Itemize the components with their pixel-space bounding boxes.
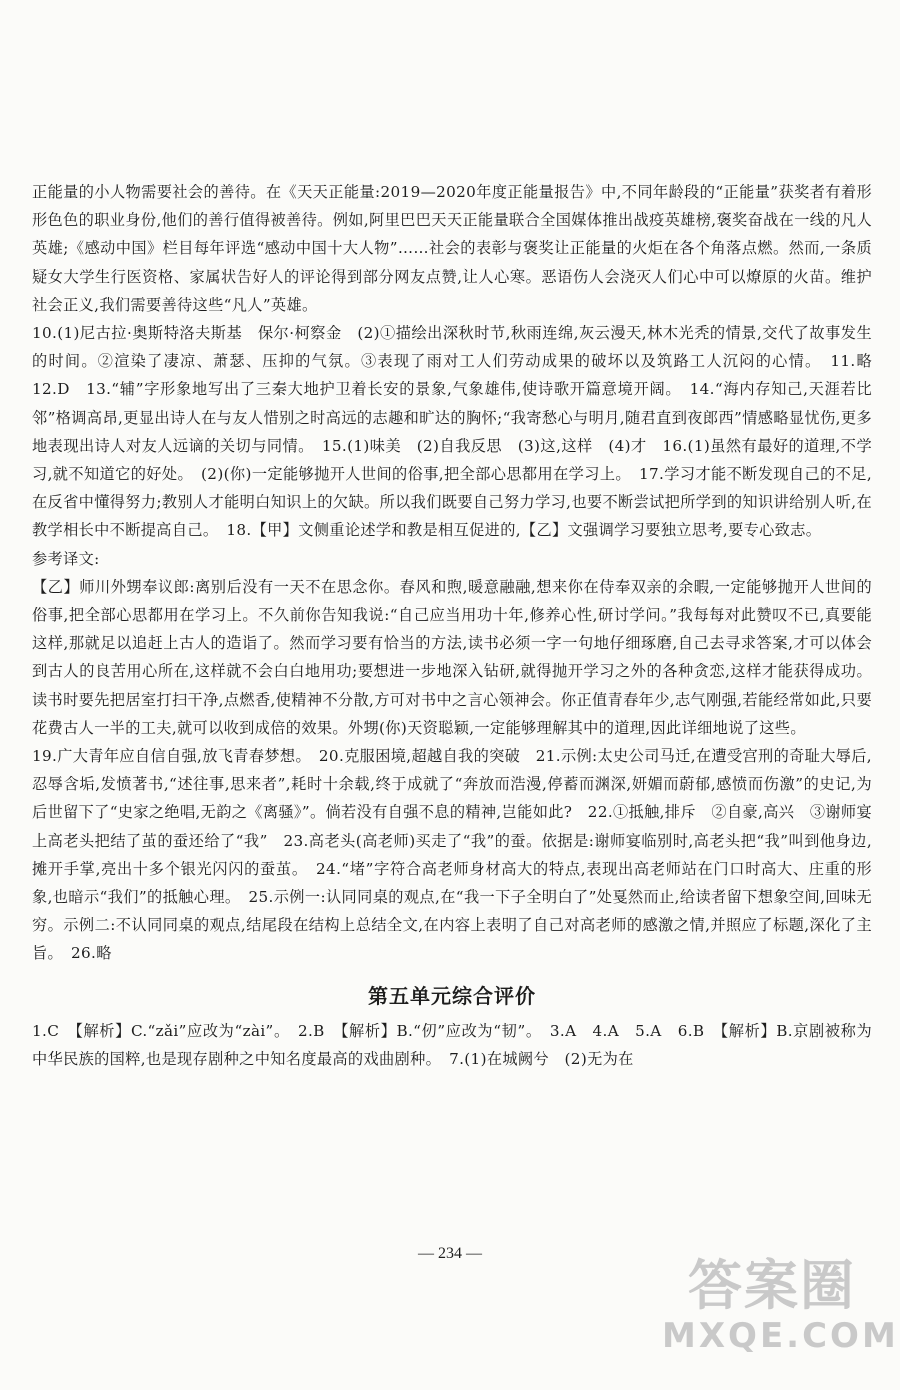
paragraph-translation-label: 参考译文: bbox=[32, 549, 100, 568]
watermark-logo-bottom: MXQE.COM bbox=[662, 1316, 899, 1356]
page-number: — 234 — bbox=[418, 1245, 482, 1262]
document-body bbox=[32, 178, 888, 1073]
paragraph-translation: 【乙】师川外甥奉议郎:离别后没有一天不在思念你。春风和煦,暖意融融,想来你在侍奉双亲的余暇,一定能够抛开人世间的俗事,把全部心思都用在学习上。不久前你告知我说:“自己应当用功十年,修养心性,研讨学问。”我每每对此赞叹不已,真要能这样,那就足以追赶上古人的造诣了。然而学习要有恰当的方法,读书必须一字一句地仔细琢磨,自己去寻求答案,才可以体会到古人的良苦用心所在,这样就不会白白地用功;要想进一步地深入钻研,就得抛开学习之外的各种贪恋,这样才能获得成功。读书时要先把居室打扫干净,点燃香,使精神不分散,方可对书中之言心领神会。你正值青春年少,志气刚强,若能经常如此,只要花费古人一半的工夫,就可以收到成倍的效果。外甥(你)天资聪颖,一定能够理解其中的道理,因此详细地说了这些。 bbox=[32, 577, 872, 737]
section-heading: 第五单元综合评价 bbox=[368, 983, 536, 1008]
paragraph-answers-10-18: 10.(1)尼古拉·奥斯特洛夫斯基 保尔·柯察金 (2)①描绘出深秋时节,秋雨连绵,灰云漫天,林木光秃的情景,交代了故事发生的时间。②渲染了凄凉、萧瑟、压抑的气氛。③表现了雨对工人们劳动成果的破坏以及筑路工人沉闷的心情。 11.略 12.D 13.“辅”字形象地写出了三秦大地护卫着长安的景象,气象雄伟,使诗歌开篇意境开阔。 14.“海内存知己,天涯若比邻”格调高昂,更显出诗人在与友人惜别之时高远的志趣和旷达的胸怀;“我寄愁心与明月,随君直到夜郎西”情感略显忧伤,更多地表现出诗人对友人远谪的关切与同情。 15.(1)味美 (2)自我反思 (3)这,这样 (4)才 16.(1)虽然有最好的道理,不学习,就不知道它的好处。 (2)(你)一定能够抛开人世间的俗事,把全部心思都用在学习上。 17.学习才能不断发现自己的不足,在反省中懂得努力;教别人才能明白知识上的欠缺。所以我们既要自己努力学习,也要不断尝试把所学到的知识讲给别人听,在教学相长中不断提高自己。 18.【甲】文侧重论述学和教是相互促进的,【乙】文强调学习要独立思考,要专心致志。 bbox=[32, 324, 888, 540]
watermark-logo-top: 答案圈 bbox=[688, 1254, 856, 1317]
paragraph-section-answers: 1.C 【解析】C.“zǎi”应改为“zài”。 2.B 【解析】B.“仞”应改为“韧”。 3.A 4.A 5.A 6.B 【解析】B.京剧被称为中华民族的国粹,也是现存剧种之中知名度最高的戏曲剧种。 7.(1)在城阙兮 (2)无为在 bbox=[32, 1021, 872, 1068]
watermark-logo bbox=[662, 1254, 899, 1376]
paragraph-essay-ending: 正能量的小人物需要社会的善待。在《天天正能量:2019—2020年度正能量报告》中,不同年龄段的“正能量”获奖者有着形形色色的职业身份,他们的善行值得被善待。例如,阿里巴巴天天正能量联合全国媒体推出战疫英雄榜,褒奖奋战在一线的凡人英雄;《感动中国》栏目每年评选“感动中国十大人物”……社会的表彰与褒奖让正能量的火炬在各个角落点燃。然而,一条质疑女大学生行医资格、家属状告好人的评论得到部分网友点赞,让人心寒。恶语伤人会浇灭人们心中可以燎原的火苗。维护社会正义,我们需要善待这些“凡人”英雄。 bbox=[32, 183, 872, 314]
paragraph-answers-19-26: 19.广大青年应自信自强,放飞青春梦想。 20.克服困境,超越自我的突破 21.示例:太史公司马迁,在遭受宫刑的奇耻大辱后,忍辱含垢,发愤著书,“述往事,思来者”,耗时十余载,终于成就了“奔放而浩漫,停蓄而渊深,妍媚而蔚郁,感愤而伤激”的史记,为后世留下了“史家之绝唱,无韵之《离骚》”。倘若没有自强不息的精神,岂能如此? 22.①抵触,排斥 ②自豪,高兴 ③谢师宴上高老头把结了茧的蚕还给了“我” 23.高老头(高老师)买走了“我”的蚕。依据是:谢师宴临别时,高老头把“我”叫到他身边,摊开手掌,亮出十多个银光闪闪的蚕茧。 24.“堵”字符合高老师身材高大的特点,表现出高老师站在门口时高大、庄重的形象,也暗示“我们”的抵触心理。 25.示例一:认同同桌的观点,在“我一下子全明白了”处戛然而止,给读者留下想象空间,回味无穷。示例二:不认同同桌的观点,结尾段在结构上总结全文,在内容上表明了自己对高老师的感激之情,并照应了标题,深化了主旨。 26.略 bbox=[32, 747, 872, 963]
